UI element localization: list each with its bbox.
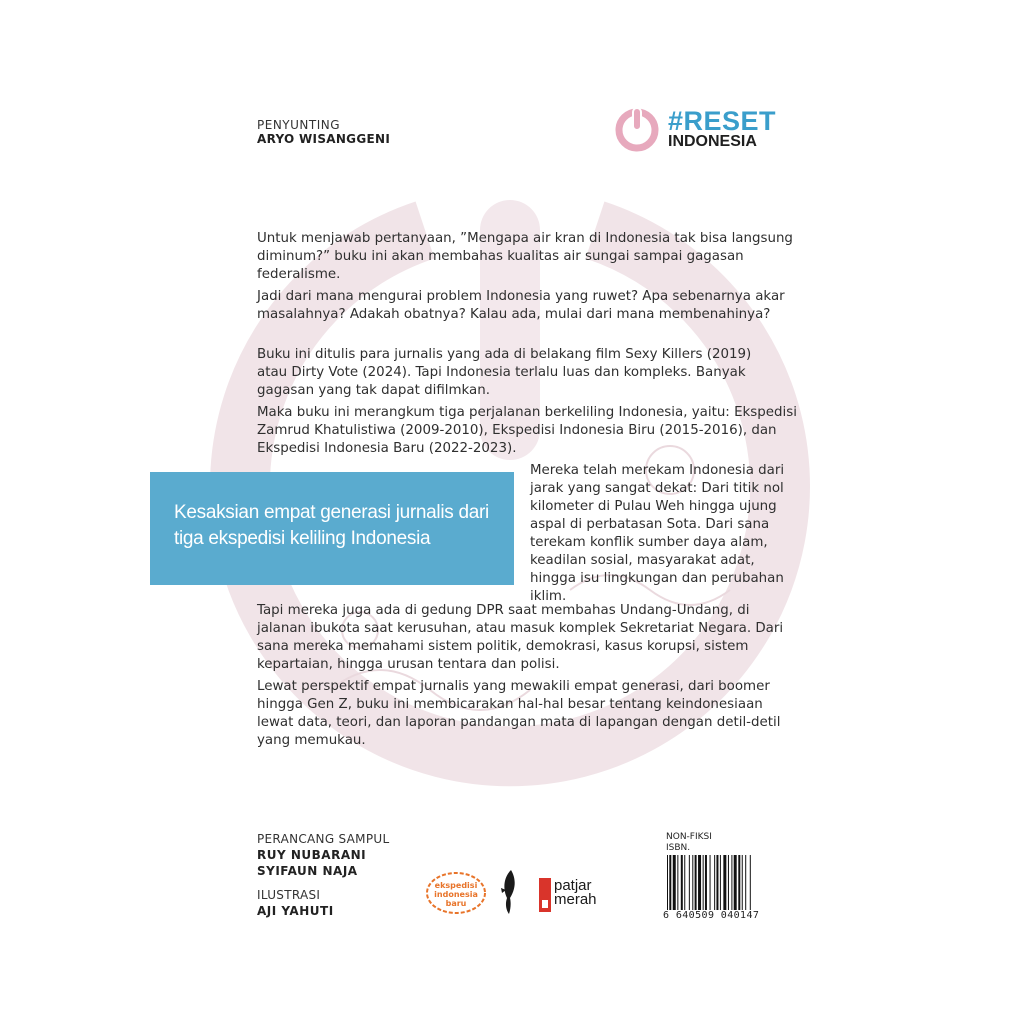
barcode-bar [710,855,711,910]
paragraph-1: Untuk menjawab pertanyaan, ”Mengapa air kran di Indonesia tak bisa langsung diminum?” buku ini akan membahas kualitas air sungai sampai gagasan federalisme. [257,231,793,282]
barcode-bar [731,855,732,910]
barcode-bar [738,855,740,910]
barcode-bar [714,855,715,910]
illustrator-name: AJI YAHUTI [257,904,334,918]
barcode-bar [720,855,721,910]
paragraph-7: Lewat perspektif empat jurnalis yang mewakili empat generasi, dari boomer hingga Gen Z, buku ini membicarakan hal-hal besar tentang keindonesiaan lewat data, teori, dan laporan pandangan mata di lapangan dengan detil-detil yang memukau. [257,679,781,748]
barcode-bar [742,855,743,910]
barcode-bar [728,855,729,910]
ekspedisi-logo-icon [425,870,487,916]
paragraph-5: Mereka telah merekam Indonesia dari jarak yang sangat dekat: Dari titik nol kilometer di Pulau Weh hingga ujung aspal di perbatasan Sota. Dari sana terekam konflik sumber daya alam, keadilan sosial, masyarakat adat, hingga isu lingkungan dan perubahan iklim. [530,463,785,604]
barcode-bar [703,855,704,910]
barcode-bar [734,855,737,910]
paragraph-6: Tapi mereka juga ada di gedung DPR saat membahas Undang-Undang, di jalanan ibukota saat kerusuhan, atau masuk komplek Sekretariat Negara. Dari sana mereka memahami sistem politik, demokrasi, kasus korupsi, sistem kepartaian, hingga urusan tentara dan polisi. [257,603,784,672]
ekspedisi-label-2: indonesia [434,890,478,899]
reset-indonesia-logo [614,106,794,156]
paragraph-4: Maka buku ini merangkum tiga perjalanan berkeliling Indonesia, yaitu: Ekspedisi Zamrud Khatulistiwa (2009-2010), Ekspedisi Indonesia Biru (2015-2016), dan Ekspedisi Indonesia Baru (2022-2023). [257,405,797,456]
barcode-bar [692,855,693,910]
paragraph-2: Jadi dari mana mengurai problem Indonesia yang ruwet? Apa sebenarnya akar masalahnya? Adakah obatnya? Kalau ada, mulai dari mana membenahinya? [257,289,785,322]
barcode-bar [673,855,676,910]
logo-title: #RESET [668,106,777,136]
barcode-bar [705,855,707,910]
editor-name: ARYO WISANGGENI [257,132,391,146]
barcode-bar [723,855,726,910]
bird-logo-icon [497,868,521,916]
paragraph-3: Buku ini ditulis para jurnalis yang ada di belakang film Sexy Killers (2019) atau Dirty Vote (2024). Tapi Indonesia terlalu luas dan kompleks. Banyak gagasan yang tak dapat difilmkan. [257,347,752,398]
patjar-label: patjar [554,877,592,894]
ekspedisi-label-1: ekspedisi [434,881,478,890]
barcode-bar [698,855,701,910]
callout-text: Kesaksian empat generasi jurnalis dari tiga ekspedisi keliling Indonesia [174,502,489,549]
patjar-merah-logo-icon [538,878,552,912]
genre-label: NON-FIKSI [666,832,712,842]
illustrator-role: ILUSTRASI [257,888,321,902]
barcode-bar [689,855,690,910]
barcode-bar [677,855,678,910]
callout-box [150,472,514,585]
merah-label: merah [554,891,597,908]
barcode-bar [667,855,668,910]
ekspedisi-label-3: baru [445,899,467,908]
logo-subtitle: INDONESIA [668,133,757,150]
barcode-bar [684,855,685,910]
barcode [666,855,780,910]
cover-designer-name-1: RUY NUBARANI [257,848,367,862]
isbn-label: ISBN. [666,843,691,853]
barcode-bar [745,855,746,910]
cover-designer-name-2: SYIFAUN NAJA [257,864,358,878]
barcode-bar [669,855,671,910]
barcode-bar [681,855,683,910]
editor-role: PENYUNTING [257,118,341,132]
cover-designer-role: PERANCANG SAMPUL [257,832,390,846]
barcode-bar [750,855,751,910]
barcode-bar [716,855,718,910]
power-icon [614,106,660,152]
barcode-bar [695,855,697,910]
barcode-digits: 6 640509 040147 [663,910,760,921]
